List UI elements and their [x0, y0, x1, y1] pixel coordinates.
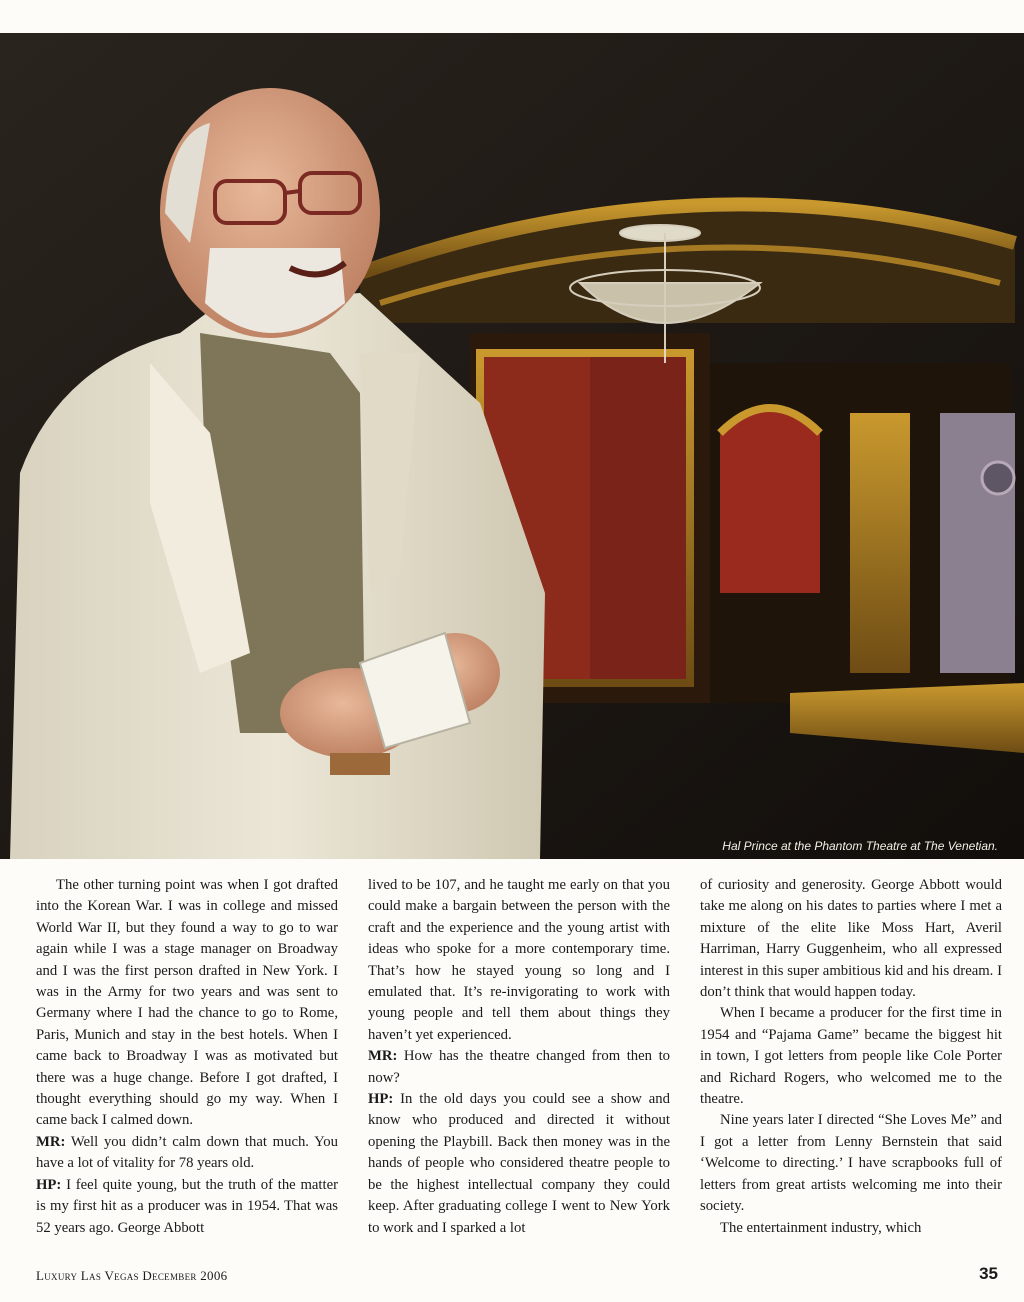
paragraph: The other turning point was when I got drafted into the Korean War. I was in college and missed World War II, but they found a way to go to war again while I was a stage manager on Broadway and I was the first person drafted in New York. I was in the Army for two years and was sent to Germany where I had the chance to go to Rome, Paris, Munich and stay in the best hotels. When I came back to Broadway I was as motivated but there was a huge change. Before I got drafted, I thought everything should go my way. When I came back I calmed down. — [36, 877, 338, 1129]
page-number: 35 — [979, 1264, 998, 1283]
paragraph: When I became a producer for the first time in 1954 and “Pajama Game” became the biggest hit in town, I got letters from people like Cole Porter and Richard Rogers, who welcomed me to the theatre. — [700, 1005, 1002, 1108]
speaker-label: HP: — [368, 1091, 394, 1108]
article-column-1 — [36, 875, 338, 1257]
paragraph: The entertainment industry, which — [720, 1219, 922, 1236]
article-body — [36, 875, 1002, 1257]
paragraph: lived to be 107, and he taught me early on that you could make a bargain between the person with the craft and the experience and the young artist with ideas who spoke for a more contemporary time. That’s how he stayed young so long and I emulated that. It’s re-invigorating to work with young people and tell them about things they haven’t yet experienced. — [368, 877, 670, 1043]
speaker-label: HP: — [36, 1176, 62, 1193]
paragraph: of curiosity and generosity. George Abbott would take me along on his dates to parties where I met a mixture of the elite like Moss Hart, Averil Harriman, Harry Guggenheim, who all expressed interest in this super ambitious kid and his dream. I don’t think that would happen today. — [700, 877, 1002, 1001]
photo-caption: Hal Prince at the Phantom Theatre at The Venetian. — [722, 839, 998, 853]
speaker-label: MR: — [36, 1133, 66, 1150]
paragraph-mr — [36, 1132, 338, 1175]
photo-illustration — [0, 33, 1024, 859]
paragraph-text: Well you didn’t calm down that much. You have a lot of vitality for 78 years old. — [36, 1133, 338, 1172]
paragraph: Nine years later I directed “She Loves Me” and I got a letter from Lenny Bernstein that said ‘Welcome to directing.’ I have scrapbooks full of letters from great artists welcoming me into their society. — [700, 1112, 1002, 1215]
paragraph-text: I feel quite young, but the truth of the matter is my first hit as a producer was in 1954. That was 52 years ago. George Abbott — [36, 1176, 338, 1236]
article-column-3 — [700, 875, 1002, 1257]
paragraph-mr — [368, 1046, 670, 1089]
speaker-label: MR: — [368, 1048, 398, 1065]
paragraph-hp — [368, 1089, 670, 1239]
paragraph-text: How has the theatre changed from then to now? — [368, 1048, 670, 1086]
publication-footer: Luxury Las Vegas December 2006 — [36, 1268, 228, 1283]
paragraph-hp — [36, 1175, 338, 1239]
article-photo — [0, 33, 1024, 859]
article-column-2 — [368, 875, 670, 1257]
paragraph-text: In the old days you could see a show and know who produced and directed it without opening the Playbill. Back then money was in the hands of people who considered theatre people to be the highest intellectual company they could keep. After graduating college I went to New York to work and I sparked a lot — [368, 1091, 670, 1236]
